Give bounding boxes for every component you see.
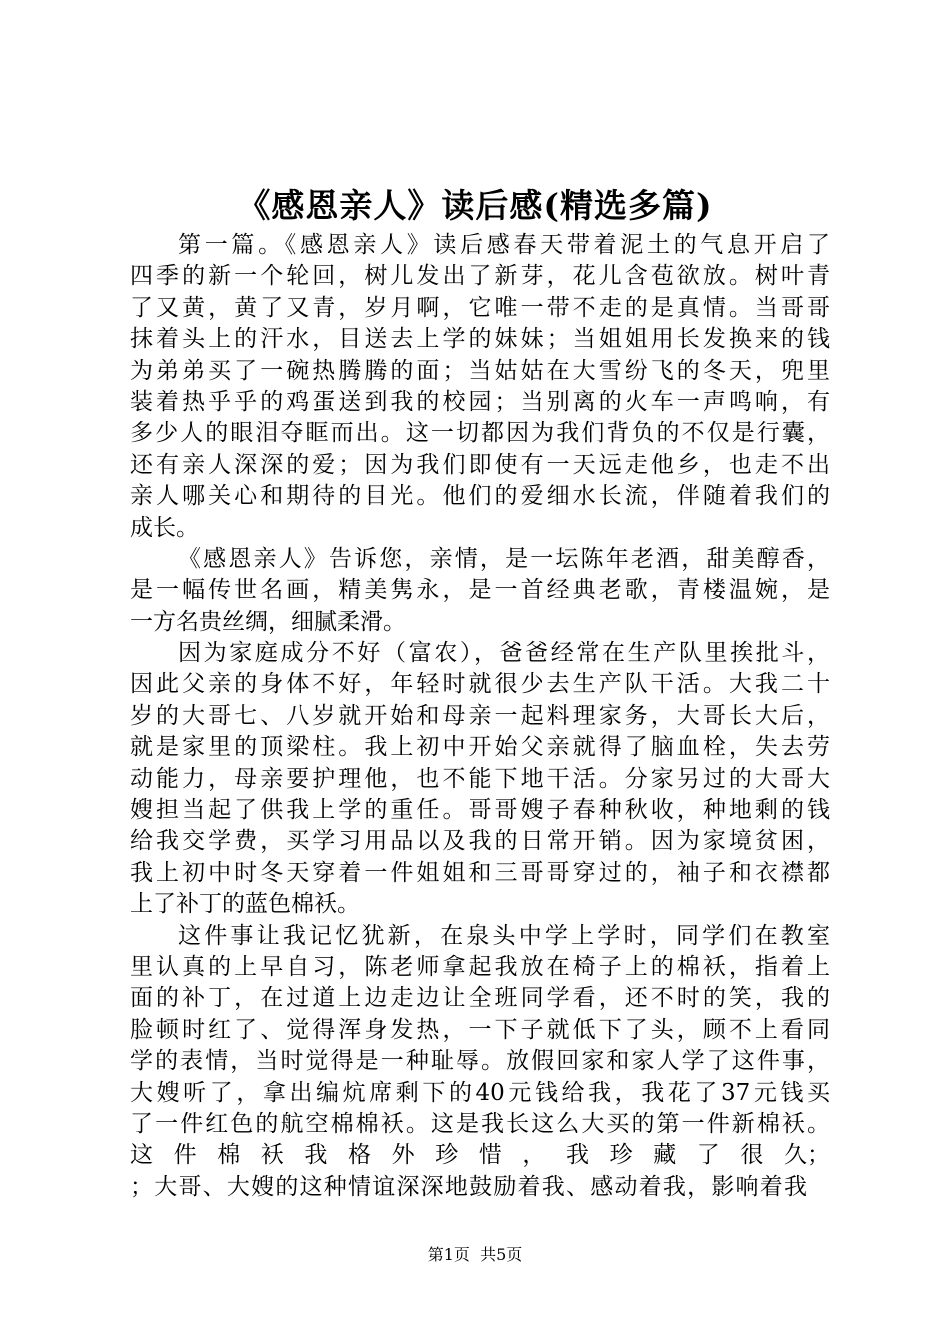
text-line: 四季的新一个轮回，树儿发出了新芽，花儿含苞欲放。树叶青	[130, 263, 830, 290]
text-line: 嫂担当起了供我上学的重任。哥哥嫂子春种秋收，种地剩的钱	[130, 797, 830, 824]
text-line: 脸顿时红了、觉得浑身发热，一下子就低下了头，顾不上看同	[130, 1016, 830, 1043]
text-line: 里认真的上早自习，陈老师拿起我放在椅子上的棉袄，指着上	[130, 953, 830, 980]
text-line: 学的表情，当时觉得是一种耻辱。放假回家和家人学了这件事，	[130, 1048, 830, 1075]
text-line: 我上初中时冬天穿着一件姐姐和三哥哥穿过的，袖子和衣襟都	[130, 859, 830, 886]
text-line: 《感恩亲人》告诉您，亲情，是一坛陈年老酒，甜美醇香，	[178, 545, 830, 572]
text-line: 大嫂听了，拿出编炕席剩下的40元钱给我，我花了37元钱买	[130, 1079, 830, 1106]
text-line-split	[130, 1140, 830, 1171]
text-line: 是一幅传世名画，精美隽永，是一首经典老歌，青楼温婉，是	[130, 577, 830, 604]
text-line: 动能力，母亲要护理他，也不能下地干活。分家另过的大哥大	[130, 765, 830, 792]
text-line: 给我交学费，买学习用品以及我的日常开销。因为家境贫困，	[130, 828, 830, 855]
text-line: 因此父亲的身体不好，年轻时就很少去生产队干活。大我二十	[130, 671, 830, 698]
text-line: 抹着头上的汗水，目送去上学的妹妹；当姐姐用长发换来的钱	[130, 326, 830, 353]
text-line: 因为家庭成分不好（富农），爸爸经常在生产队里挨批斗，	[178, 640, 830, 667]
text-line: 岁的大哥七、八岁就开始和母亲一起料理家务，大哥长大后，	[130, 702, 830, 729]
text-segment: 这件棉袄我格外珍惜，我珍藏了很久	[130, 1142, 807, 1169]
text-line: 就是家里的顶梁柱。我上初中开始父亲就得了脑血栓，失去劳	[130, 734, 830, 761]
text-line: 上了补丁的蓝色棉袄。	[130, 891, 360, 918]
text-line: 亲人哪关心和期待的目光。他们的爱细水长流，伴随着我们的	[130, 483, 830, 510]
document-body	[130, 230, 830, 1203]
text-line: 了一件红色的航空棉棉袄。这是我长这么大买的第一件新棉袄。	[130, 1110, 830, 1137]
text-line: 这件事让我记忆犹新，在泉头中学上学时，同学们在教室	[178, 922, 830, 949]
text-line: ；大哥、大嫂的这种情谊深深地鼓励着我、感动着我，影响着我	[130, 1173, 807, 1200]
text-line: 还有亲人深深的爱；因为我们即使有一天远走他乡，也走不出	[130, 451, 830, 478]
document-title: 《感恩亲人》读后感(精选多篇)	[237, 186, 713, 225]
text-line: 一方名贵丝绸，细腻柔滑。	[130, 608, 406, 635]
text-line: 装着热乎乎的鸡蛋送到我的校园；当别离的火车一声鸣响，有	[130, 388, 830, 415]
page-footer	[0, 1244, 950, 1266]
page-total: 共5页	[480, 1245, 523, 1264]
text-line: 为弟弟买了一碗热腾腾的面；当姑姑在大雪纷飞的冬天，兜里	[130, 357, 830, 384]
text-line: 成长。	[130, 514, 199, 541]
text-line: 多少人的眼泪夺眶而出。这一切都因为我们背负的不仅是行囊，	[130, 420, 830, 447]
text-line: 第一篇。《感恩亲人》读后感春天带着泥土的气息开启了	[178, 232, 830, 258]
text-line: 面的补丁，在过道上边走边让全班同学看，还不时的笑，我的	[130, 985, 830, 1012]
text-line: 了又黄，黄了又青，岁月啊，它唯一带不走的是真情。当哥哥	[130, 294, 830, 321]
text-segment: ；	[807, 1142, 830, 1169]
page-number: 第1页	[427, 1245, 470, 1264]
